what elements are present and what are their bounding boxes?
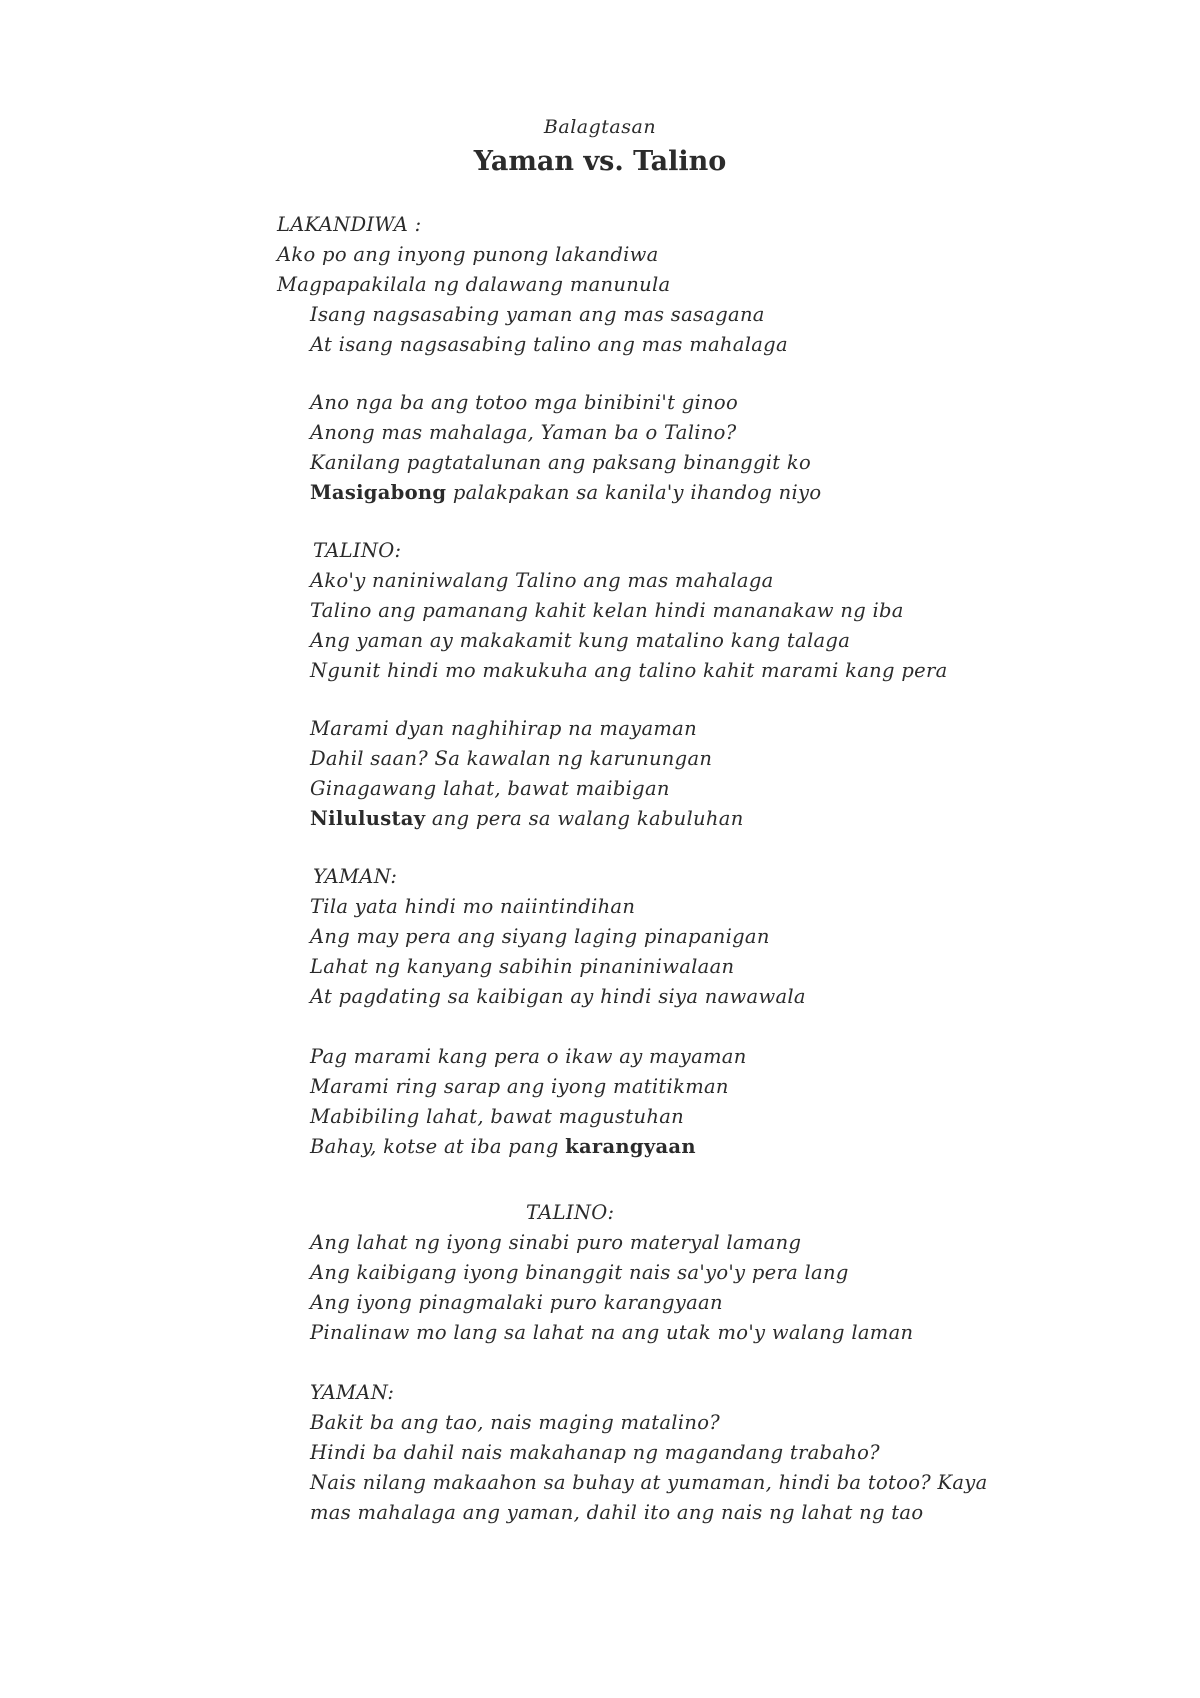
poem-line: Marami ring sarap ang iyong matitikman [310, 1075, 729, 1098]
speaker-label-yaman: YAMAN: [313, 865, 398, 888]
poem-line: Ang may pera ang siyang laging pinapanigan [310, 925, 770, 948]
poem-line: Ako'y naniniwalang Talino ang mas mahalaga [310, 569, 774, 592]
poem-line: Magpapakilala ng dalawang manunula [277, 273, 671, 296]
bold-word: karangyaan [565, 1135, 696, 1158]
poem-line: Mabibiling lahat, bawat magustuhan [310, 1105, 684, 1128]
line-rest: palakpakan sa kanila'y ihandog niyo [446, 481, 822, 504]
poem-line: Ang iyong pinagmalaki puro karangyaan [310, 1291, 723, 1314]
poem-line: Ang lahat ng iyong sinabi puro materyal lamang [310, 1231, 802, 1254]
line-rest: Bahay, kotse at iba pang [310, 1135, 566, 1158]
poem-line: Kanilang pagtatalunan ang paksang binanggit ko [310, 451, 812, 474]
poem-line: Hindi ba dahil nais makahanap ng magandang trabaho? [310, 1441, 880, 1464]
poem-line [310, 478, 821, 508]
document-title: Yaman vs. Talino [473, 146, 727, 177]
poem-line [310, 1132, 696, 1162]
poem-line [310, 804, 744, 834]
speaker-label-talino: TALINO: [526, 1201, 615, 1224]
poem-line: Ngunit hindi mo makukuha ang talino kahit marami kang pera [310, 659, 948, 682]
poem-line: Ano nga ba ang totoo mga binibini't ginoo [310, 391, 738, 414]
poem-line: Pinalinaw mo lang sa lahat na ang utak mo'y walang laman [310, 1321, 914, 1344]
poem-line: Ginagawang lahat, bawat maibigan [310, 777, 670, 800]
poem-line: At isang nagsasabing talino ang mas mahalaga [310, 333, 788, 356]
poem-line: Tila yata hindi mo naiintindihan [310, 895, 636, 918]
poem-line: Ang yaman ay makakamit kung matalino kang talaga [310, 629, 851, 652]
speaker-label-lakandiwa: LAKANDIWA : [277, 213, 422, 236]
poem-line: Lahat ng kanyang sabihin pinaniniwalaan [310, 955, 735, 978]
bold-word: Nilulustay [310, 807, 426, 830]
poem-line: mas mahalaga ang yaman, dahil ito ang nais ng lahat ng tao [310, 1501, 924, 1524]
poem-line: Talino ang pamanang kahit kelan hindi mananakaw ng iba [310, 599, 904, 622]
line-rest: ang pera sa walang kabuluhan [425, 807, 744, 830]
poem-line: Ang kaibigang iyong binanggit nais sa'yo'y pera lang [310, 1261, 849, 1284]
poem-line: Ako po ang inyong punong lakandiwa [277, 243, 659, 266]
poem-line: At pagdating sa kaibigan ay hindi siya nawawala [310, 985, 806, 1008]
document-subtitle: Balagtasan [543, 116, 657, 138]
speaker-label-yaman: YAMAN: [310, 1381, 395, 1404]
poem-line: Isang nagsasabing yaman ang mas sasagana [310, 303, 765, 326]
poem-line: Dahil saan? Sa kawalan ng karunungan [310, 747, 713, 770]
poem-line: Marami dyan naghihirap na mayaman [310, 717, 697, 740]
poem-line: Anong mas mahalaga, Yaman ba o Talino? [310, 421, 737, 444]
speaker-label-talino: TALINO: [313, 539, 402, 562]
poem-line: Bakit ba ang tao, nais maging matalino? [310, 1411, 721, 1434]
poem-line: Pag marami kang pera o ikaw ay mayaman [310, 1045, 747, 1068]
poem-line: Nais nilang makaahon sa buhay at yumaman, hindi ba totoo? Kaya [310, 1471, 988, 1494]
bold-word: Masigabong [310, 481, 447, 504]
